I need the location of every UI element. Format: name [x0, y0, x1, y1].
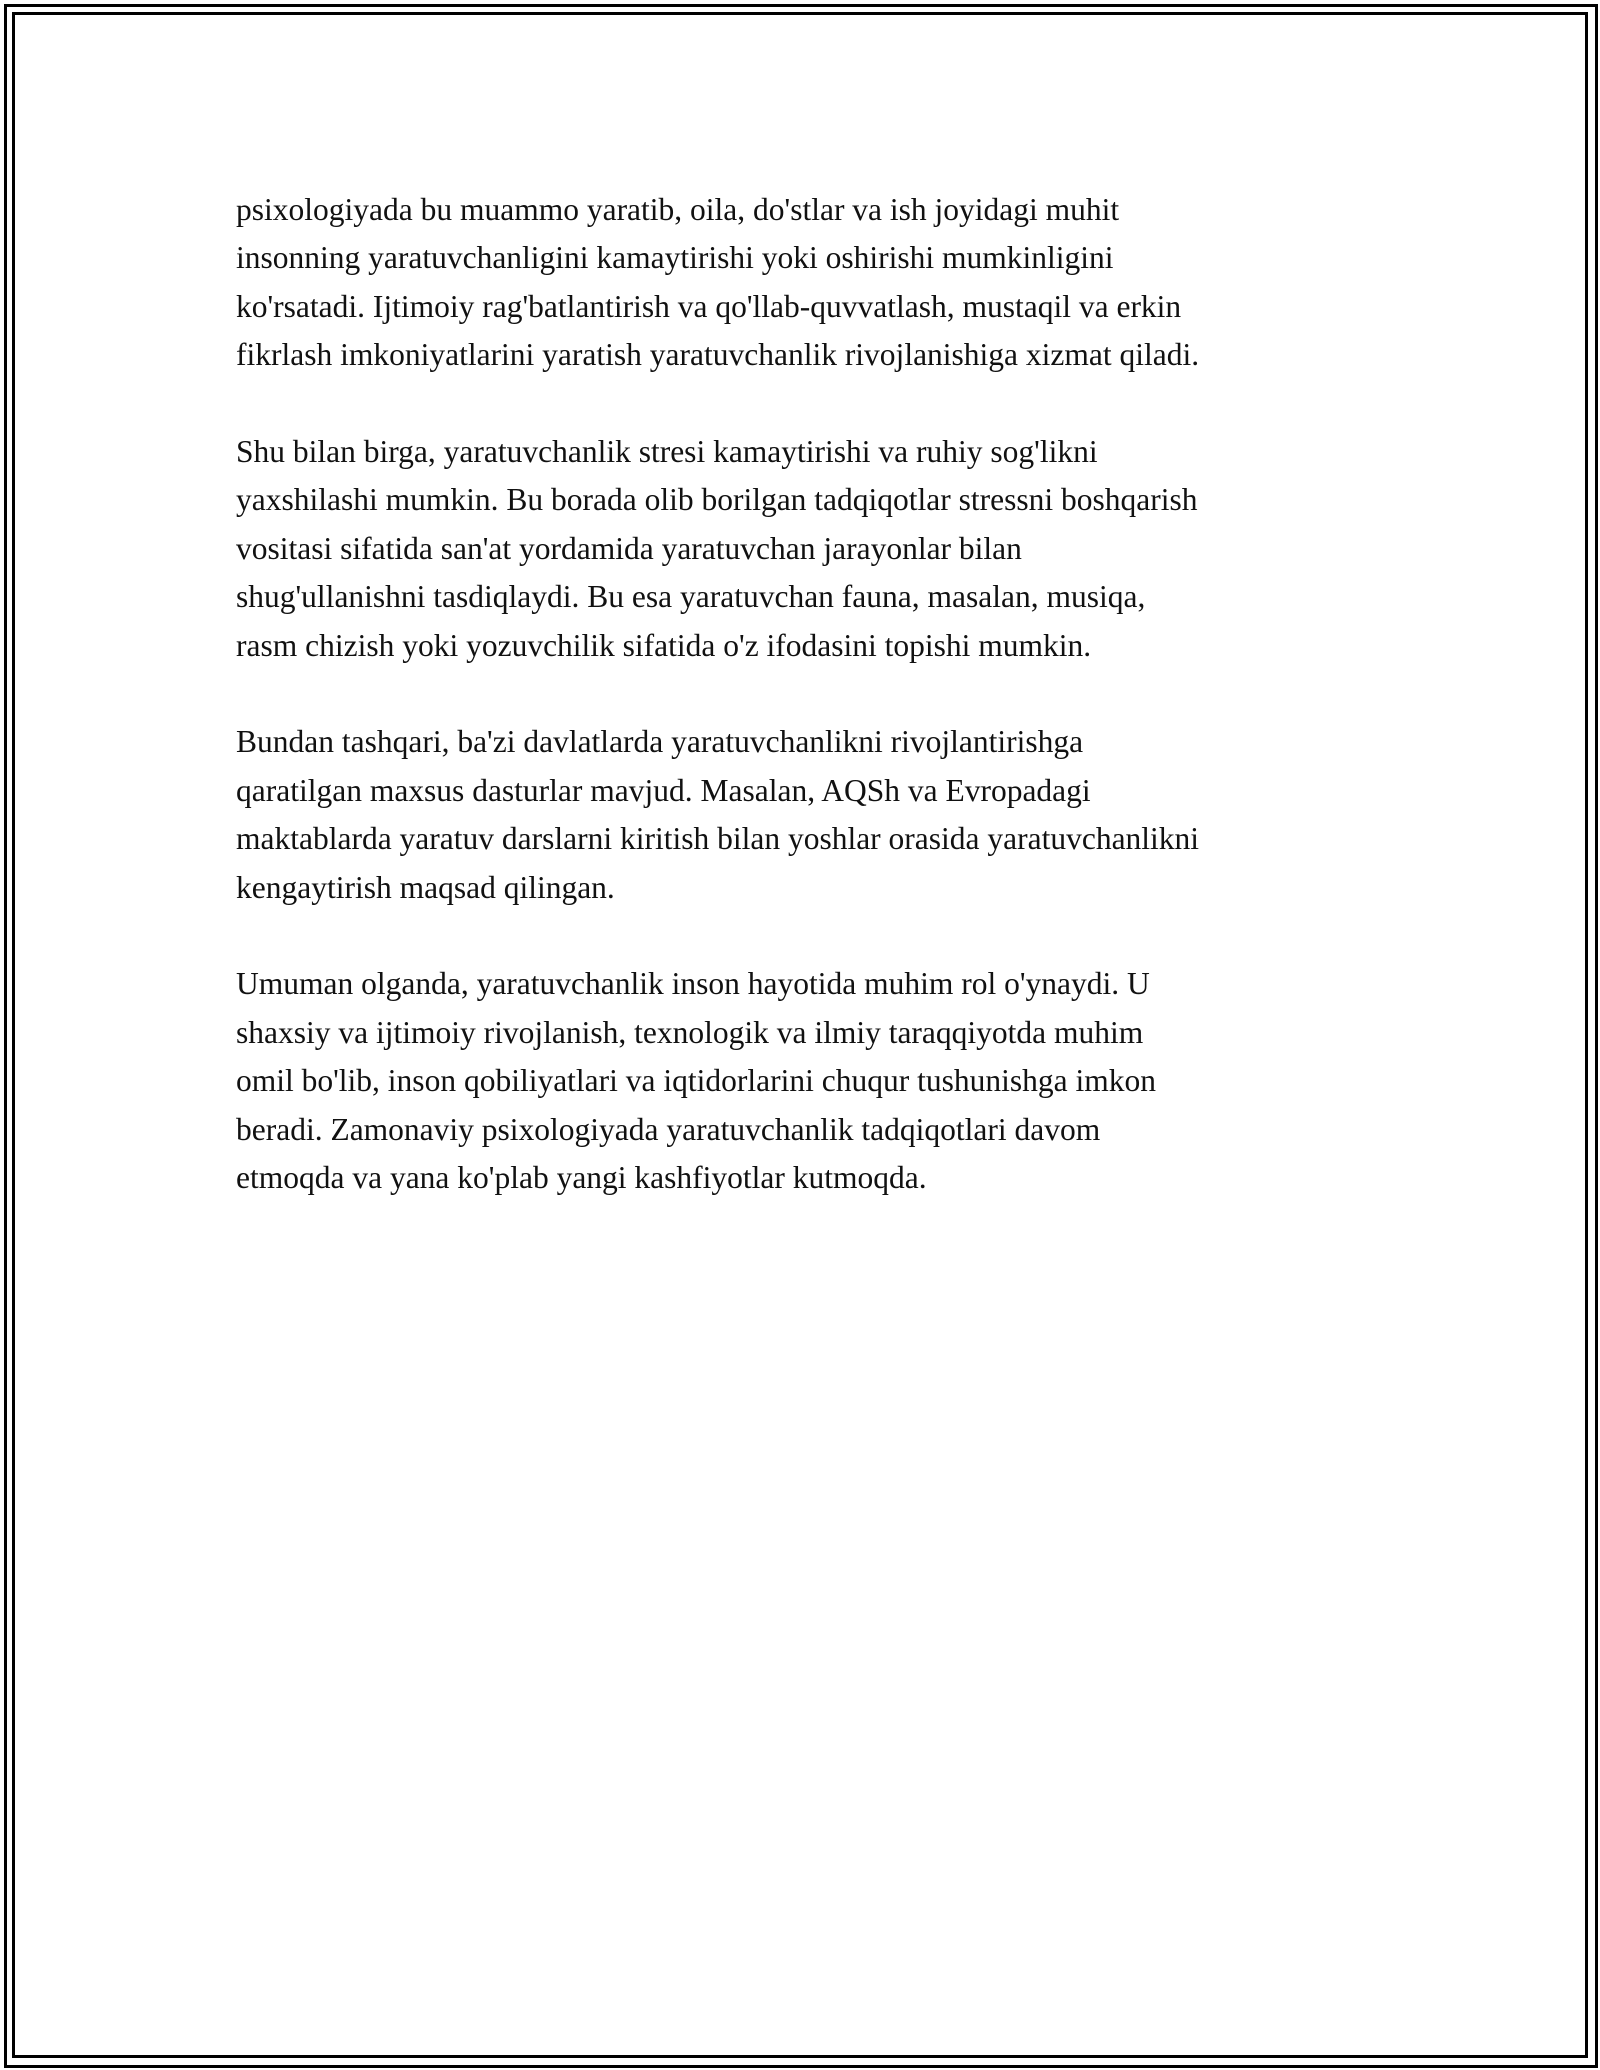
text-line: beradi. Zamonaviy psixologiyada yaratuvchanlik tadqiqotlari davom — [236, 1111, 1101, 1147]
text-line: rasm chizish yoki yozuvchilik sifatida o'z ifodasini topishi mumkin. — [236, 627, 1092, 663]
paragraph — [236, 718, 1376, 912]
text-line: qaratilgan maxsus dasturlar mavjud. Masalan, AQSh va Evropadagi — [236, 772, 1091, 808]
text-line: shaxsiy va ijtimoiy rivojlanish, texnologik va ilmiy taraqqiyotda muhim — [236, 1014, 1144, 1050]
text-line: Shu bilan birga, yaratuvchanlik stresi kamaytirishi va ruhiy sog'likni — [236, 434, 1098, 470]
text-line: vositasi sifatida san'at yordamida yaratuvchan jarayonlar bilan — [236, 530, 1022, 566]
text-line: insonning yaratuvchanligini kamaytirishi yoki oshirishi mumkinligini — [236, 240, 1114, 276]
text-line: fikrlash imkoniyatlarini yaratish yaratuvchanlik rivojlanishiga xizmat qiladi. — [236, 337, 1200, 373]
document-body — [236, 186, 1376, 1251]
text-line: etmoqda va yana ko'plab yangi kashfiyotlar kutmoqda. — [236, 1160, 927, 1196]
text-line: omil bo'lib, inson qobiliyatlari va iqtidorlarini chuqur tushunishga imkon — [236, 1063, 1156, 1099]
text-line: Bundan tashqari, ba'zi davlatlarda yaratuvchanlikni rivojlantirishga — [236, 724, 1084, 760]
paragraph — [236, 428, 1376, 670]
text-line: shug'ullanishni tasdiqlaydi. Bu esa yaratuvchan fauna, masalan, musiqa, — [236, 579, 1146, 615]
text-line: maktablarda yaratuv darslarni kiritish bilan yoshlar orasida yaratuvchanlikni — [236, 821, 1200, 857]
text-line: Umuman olganda, yaratuvchanlik inson hayotida muhim rol o'ynaydi. U — [236, 966, 1150, 1002]
paragraph — [236, 186, 1376, 380]
text-line: ko'rsatadi. Ijtimoiy rag'batlantirish va qo'llab-quvvatlash, mustaqil va erkin — [236, 288, 1182, 324]
text-line: yaxshilashi mumkin. Bu borada olib borilgan tadqiqotlar stressni boshqarish — [236, 482, 1198, 518]
text-line: kengaytirish maqsad qilingan. — [236, 869, 615, 905]
paragraph — [236, 960, 1376, 1202]
text-line: psixologiyada bu muammo yaratib, oila, do'stlar va ish joyidagi muhit — [236, 192, 1120, 227]
